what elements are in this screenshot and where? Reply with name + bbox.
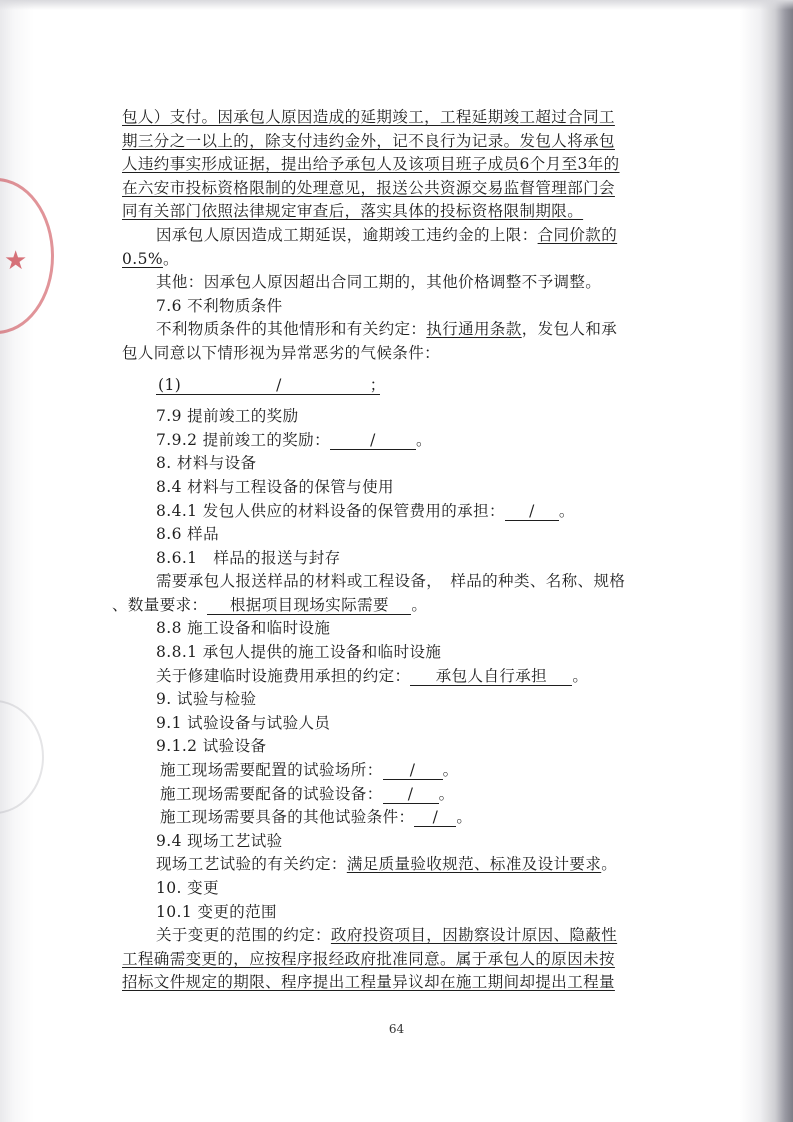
sample-requirement-line: 需要承包人报送样品的材料或工程设备， 样品的种类、名称、规格: [156, 572, 626, 591]
adverse-item-blank: [156, 375, 386, 395]
field-label: 关于修建临时设施费用承担的约定：: [156, 666, 411, 685]
change-scope-line: [122, 924, 694, 948]
early-completion-reward-line: [122, 429, 694, 453]
section-heading-8-6-1: 8.6.1 样品的报送与封存: [156, 548, 341, 567]
punctuation: 。: [415, 430, 432, 449]
punctuation: ；: [369, 375, 386, 394]
field-text: ，发包人和承: [521, 320, 618, 339]
temporary-facility-fee-value: 承包人自行承担: [410, 667, 572, 686]
delay-cap-line-2: [122, 248, 694, 272]
punctuation: 。: [438, 784, 455, 803]
section-heading-8-4: 8.4 材料与工程设备的保管与使用: [156, 477, 394, 496]
material-storage-fee-value: /: [505, 502, 559, 521]
test-site-value: /: [383, 761, 443, 780]
paragraph-line: 在六安市投标资格限制的处理意见，报送公共资源交易监督管理部门会: [122, 178, 615, 197]
paragraph-line: 包人）支付。因承包人原因造成的延期竣工，工程延期竣工超过合同工: [122, 108, 615, 126]
punctuation: 。: [411, 595, 428, 614]
material-storage-fee-line: [122, 500, 694, 524]
other-line: 其他：因承包人原因超出合同工期的，其他价格调整不予调整。: [156, 273, 602, 292]
faded-seal-stamp: [0, 700, 44, 814]
delay-cap-line: [122, 224, 694, 248]
field-label: 现场工艺试验的有关约定：: [156, 855, 347, 874]
paragraph-line: 同有关部门依照法律规定审查后，落实具体的投标资格限制期限。: [122, 202, 584, 221]
field-label: 、数量要求：: [112, 595, 208, 614]
process-test-line: [122, 853, 694, 877]
paragraph-line: 人违约事实形成证据，提出给予承包人及该项目班子成员6个月至3年的: [122, 155, 620, 174]
section-heading-8: 8. 材料与设备: [156, 454, 257, 473]
section-heading-8-8-1: 8.8.1 承包人提供的施工设备和临时设施: [156, 643, 442, 662]
field-label: 不利物质条件的其他情形和有关约定：: [156, 320, 427, 339]
section-heading-9-1: 9.1 试验设备与试验人员: [156, 713, 331, 732]
section-heading-9-4: 9.4 现场工艺试验: [156, 831, 283, 850]
adverse-conditions-line-2: 包人同意以下情形视为异常恶劣的气候条件：: [122, 343, 441, 362]
change-scope-line-2: 工程确需变更的，应按程序报经政府批准同意。属于承包人的原因未按: [122, 949, 615, 968]
document-body: [112, 106, 694, 995]
punctuation: 。: [558, 501, 575, 520]
early-completion-reward-value: /: [330, 431, 416, 450]
section-heading-9-1-2: 9.1.2 试验设备: [156, 737, 267, 756]
punctuation: 。: [456, 808, 473, 827]
change-scope-value: 政府投资项目，因勘察设计原因、隐蔽性: [330, 926, 618, 945]
adverse-conditions-value: 执行通用条款: [426, 320, 522, 339]
item-value: /: [276, 375, 282, 394]
field-label: 施工现场需要具备的其他试验条件：: [160, 808, 415, 827]
section-heading-7-6: 7.6 不利物质条件: [156, 296, 283, 315]
field-label: 7.9.2 提前竣工的奖励：: [156, 430, 330, 449]
other-test-conditions-line: [122, 806, 694, 830]
punctuation: 。: [601, 855, 618, 874]
temporary-facility-fee-line: [122, 665, 694, 689]
test-equipment-value: /: [383, 785, 439, 804]
delay-cap-value: 合同价款的: [537, 225, 618, 244]
section-heading-10: 10. 变更: [156, 879, 219, 897]
punctuation: 。: [162, 249, 179, 268]
process-test-value: 满足质量验收规范、标准及设计要求: [346, 855, 602, 874]
sample-requirement-line-2: [112, 594, 694, 618]
field-label: 施工现场需要配置的试验场所：: [160, 761, 383, 780]
punctuation: 。: [442, 761, 459, 780]
seal-star-icon: ★: [4, 246, 28, 276]
item-number: (1): [158, 375, 182, 394]
punctuation: 。: [572, 666, 589, 685]
section-heading-8-6: 8.6 样品: [156, 525, 219, 544]
delay-cap-label: 因承包人原因造成工期延误，逾期竣工违约金的上限：: [156, 225, 538, 244]
field-label: 施工现场需要配备的试验设备：: [160, 784, 383, 803]
delay-cap-percent: 0.5%: [122, 249, 163, 268]
scan-top-edge: [0, 0, 793, 10]
change-scope-line-3: 招标文件规定的期限、程序提出工程量异议却在施工期间却提出工程量: [122, 973, 615, 992]
test-equipment-line: [122, 783, 694, 807]
paragraph-line: 期三分之一以上的，除支付违约金外，记不良行为记录。发包人将承包: [122, 131, 615, 150]
adverse-item-line: [122, 374, 694, 398]
sample-requirement-value: 根据项目现场实际需要: [207, 596, 411, 615]
field-label: 关于变更的范围的约定：: [156, 926, 331, 945]
adverse-conditions-line: [122, 318, 694, 342]
page-number: 64: [388, 1022, 405, 1036]
section-heading-10-1: 10.1 变更的范围: [156, 902, 277, 921]
field-label: 8.4.1 发包人供应的材料设备的保管费用的承担：: [156, 501, 505, 520]
section-heading-7-9: 7.9 提前竣工的奖励: [156, 407, 299, 426]
section-heading-9: 9. 试验与检验: [156, 690, 257, 709]
section-heading-8-8: 8.8 施工设备和临时设施: [156, 619, 331, 638]
other-test-conditions-value: /: [414, 808, 456, 827]
test-site-line: [122, 759, 694, 783]
